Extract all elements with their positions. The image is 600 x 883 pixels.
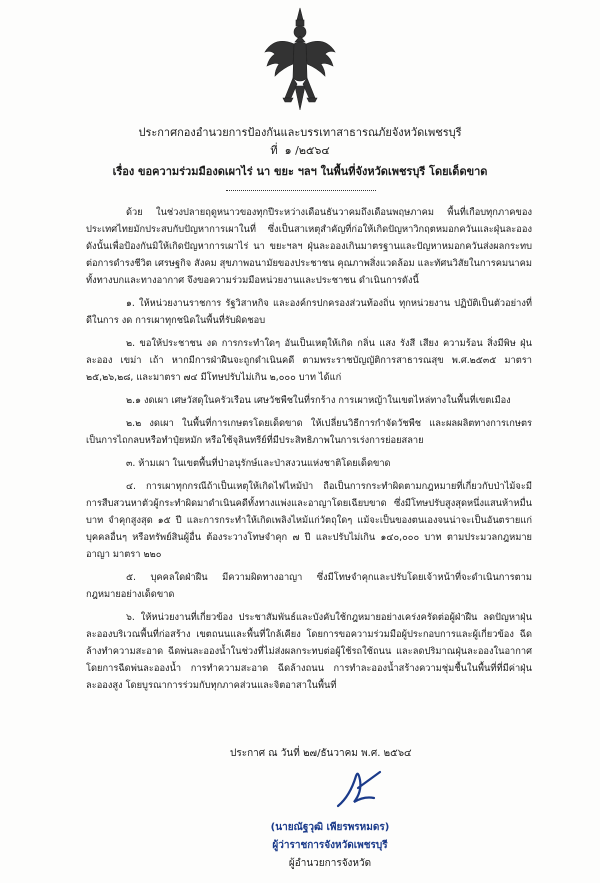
body-intro: ด้วย ในช่วงปลายฤดูหนาวของทุกปีระหว่างเดือนธันวาคมถึงเดือนพฤษภาคม พื้นที่เกือบทุกภาคของประเทศไทยมักประสบกับปัญหาการเผาในที่ ซึ่งเป็นสาเหตุสำคัญที่ก่อให้เกิดปัญหาวิกฤตหมอกควันและฝุ่นละออง ดังนั้นเพื่อป้องกันมิให้เกิดปัญหาการเผาไร่ นา ขยะฯลฯ ฝุ่นละอองเกินมาตรฐานและปัญหาหมอกควันส่งผลกระทบต่อการดำรงชีวิต เศรษฐกิจ สังคม สุขภาพอนามัยของประชาชน คุณภาพสิ่งแวดล้อม และทัศนวิสัยในการคมนาคมทั้งทางบกและทางอากาศ จึงขอความร่วมมือหน่วยงานและประชาชน ดำเนินการดังนี้ <box>86 207 532 286</box>
item-2-1: ๒.๑ งดเผา เศษวัสดุในครัวเรือน เศษวัชพืชในที่รกร้าง การเผาหญ้าในเขตไหล่ทางในพื้นที่เขตเมือง <box>126 395 511 406</box>
item-2: ๒. ขอให้ประชาชน งด การกระทำใดๆ อันเป็นเหตุให้เกิด กลิ่น แสง รังสี เสียง ความร้อน สิ่งมีพิษ ฝุ่นละออง เขม่า เถ้า หากมีการฝ่าฝืนจะถูกดำเนินคดี ตามพระราชบัญญัติการสาธารณสุข พ.ศ.๒๕๓๕ มาตรา ๒๕,๒๖,๒๘, และมาตรา ๗๔ มีโทษปรับไม่เกิน ๒,๐๐๐ บาท ได้แก่ <box>86 338 532 383</box>
item-5: ๕. บุคคลใดฝ่าฝืน มีความผิดทางอาญา ซึ่งมีโทษจำคุกและปรับโดยเจ้าหน้าที่จะดำเนินการตามกฎหมายอย่างเด็ดขาด <box>86 572 532 600</box>
garuda-emblem-icon <box>261 6 339 116</box>
item-6: ๖. ให้หน่วยงานที่เกี่ยวข้อง ประชาสัมพันธ์และบังคับใช้กฎหมายอย่างเคร่งครัดต่อผู้ฝ่าฝืน ลดปัญหาฝุ่นละอองบริเวณพื้นที่ก่อสร้าง เขตถนนและพื้นที่ใกล้เคียง โดยการขอความร่วมมือผู้ประกอบการและผู้เกี่ยวข้อง ฉีดล้างทำความสะอาด ฉีดพ่นละอองน้ำในช่วงที่ไม่ส่งผลกระทบต่อผู้ใช้รถใช้ถนน และลดปริมาณฝุ่นละอองในอากาศ โดยการฉีดพ่นละอองน้ำ การทำความสะอาด ฉีดล้างถนน การทำละอองน้ำสร้างความชุ่มชื้นในพื้นที่ที่มีค่าฝุ่นละอองสูง โดยบูรณาการร่วมกับทุกภาคส่วนและจิตอาสาในพื้นที่ <box>86 612 532 691</box>
item-1: ๑. ให้หน่วยงานราชการ รัฐวิสาหกิจ และองค์กรปกครองส่วนท้องถิ่น ทุกหน่วยงาน ปฏิบัติเป็นตัวอย่างที่ดีในการ งด การเผาทุกชนิดในพื้นที่รับผิดชอบ <box>86 298 532 326</box>
item-4: ๔. การเผาทุกกรณีถ้าเป็นเหตุให้เกิดไฟไหม้ป่า ถือเป็นการกระทำผิดตามกฎหมายที่เกี่ยวกับป่าไม้จะมีการสืบสวนหาตัวผู้กระทำผิดมาดำเนินคดีทั้งทางแพ่งและอาญาโดยเฉียบขาด ซึ่งมีโทษปรับสูงสุดหนึ่งแสนห้าหมื่นบาท จำคุกสูงสุด ๑๕ ปี และการกระทำให้เกิดเพลิงไหม้แก่วัตถุใดๆ แม้จะเป็นของตนเองจนน่าจะเป็นอันตรายแก่บุคคลอื่นๆ หรือทรัพย์สินผู้อื่น ต้องระวางโทษจำคุก ๗ ปี และปรับไม่เกิน ๑๔๐,๐๐๐ บาท ตามประมวลกฎหมายอาญา มาตรา ๒๒๐ <box>86 481 532 560</box>
signer-name: (นายณัฐวุฒิ เพียรพรหมดร) <box>270 822 390 833</box>
divider <box>226 190 376 191</box>
item-3: ๓. ห้ามเผา ในเขตพื้นที่ป่าอนุรักษ์และป่าสงวนแห่งชาติโดยเด็ดขาด <box>126 458 391 469</box>
announcement-number <box>0 144 600 158</box>
signer-title-director: ผู้อำนวยการจังหวัด <box>288 858 372 869</box>
number-label: ที่ <box>270 144 278 157</box>
announcement-title: ประกาศกองอำนวยการป้องกันและบรรเทาสาธารณภัยจังหวัดเพชรบุรี <box>138 126 462 139</box>
signature-icon <box>330 766 390 812</box>
announcement-subject: เรื่อง ขอความร่วมมืองดเผาไร่ นา ขยะ ฯลฯ ในพื้นที่จังหวัดเพชรบุรี โดยเด็ดขาด <box>112 165 488 178</box>
signer-title-governor: ผู้ว่าราชการจังหวัดเพชรบุรี <box>272 840 388 851</box>
item-2-2: ๒.๒ งดเผา ในพื้นที่การเกษตรโดยเด็ดขาด ให้เปลี่ยนวิธีการกำจัดวัชพืช และผลผลิตทางการเกษตรเป็นการไถกลบหรือทำปุ๋ยหมัก หรือใช้จุลินทรีย์ที่มีประสิทธิภาพในการเร่งการย่อยสลาย <box>86 418 532 446</box>
announcement-date: ประกาศ ณ วันที่ ๒๗/ธันวาคม พ.ศ. ๒๕๖๔ <box>230 748 412 759</box>
number-value: ๑ /๒๕๖๔ <box>284 144 330 157</box>
announcement-body <box>86 204 532 700</box>
